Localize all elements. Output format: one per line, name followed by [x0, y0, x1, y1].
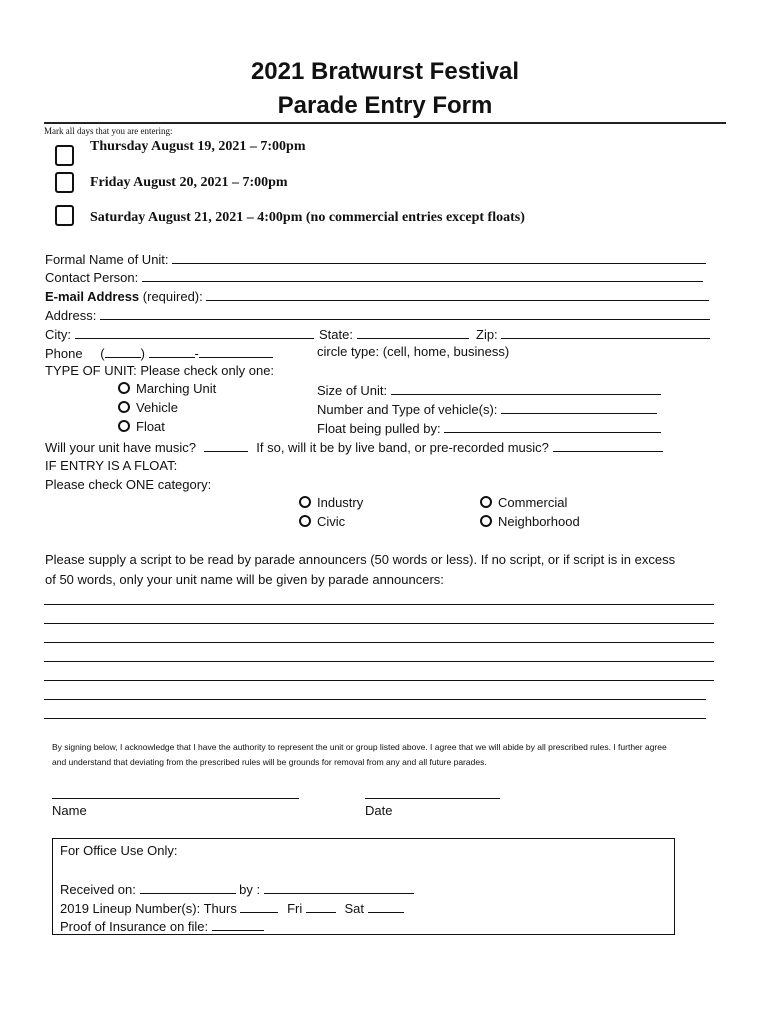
insurance-field[interactable]	[212, 917, 264, 931]
music-answer-field[interactable]	[204, 438, 248, 452]
received-row	[60, 880, 414, 897]
name-signature-line[interactable]	[52, 798, 299, 799]
form-title-line1: 2021 Bratwurst Festival	[250, 58, 520, 85]
script-line[interactable]	[44, 604, 714, 605]
lineup-thurs-label: Thurs	[203, 901, 237, 916]
float-option[interactable]	[118, 419, 165, 434]
float-heading: IF ENTRY IS A FLOAT:	[45, 458, 178, 473]
size-of-unit-row	[317, 381, 661, 398]
formal-name-row	[45, 250, 706, 267]
lineup-thurs-field[interactable]	[240, 899, 278, 913]
float-pulled-label: Float being pulled by:	[317, 421, 441, 436]
float-instruction: Please check ONE category:	[45, 477, 212, 492]
zip-field[interactable]	[501, 325, 710, 339]
state-field[interactable]	[357, 325, 469, 339]
name-label: Name	[52, 803, 87, 818]
acknowledgement-text: By signing below, I acknowledge that I have the authority to represent the unit or group listed above. I agree that we will abide by all prescribed rules. I further agree and understand that deviating from the prescribed rules will be grounds for removal from any and all future parades.	[52, 742, 667, 767]
email-field[interactable]	[206, 287, 709, 301]
received-on-label: Received on:	[60, 882, 136, 897]
music-row	[45, 438, 663, 455]
music-type-field[interactable]	[553, 438, 663, 452]
script-instructions-line2: of 50 words, only your unit name will be given by parade announcers:	[45, 572, 444, 587]
insurance-row	[60, 917, 264, 934]
industry-radio[interactable]	[299, 496, 311, 508]
state-label: State:	[319, 327, 353, 342]
music-question: Will your unit have music?	[45, 440, 196, 455]
vehicles-row	[317, 400, 657, 417]
form-title-line2: Parade Entry Form	[277, 92, 493, 119]
phone-number-field[interactable]	[199, 344, 273, 358]
vehicle-radio[interactable]	[118, 401, 130, 413]
received-on-field[interactable]	[140, 880, 236, 894]
phone-area-close: )	[140, 346, 145, 361]
vehicles-field[interactable]	[501, 400, 657, 414]
thursday-checkbox[interactable]	[55, 145, 74, 166]
email-row	[45, 287, 709, 304]
contact-person-label: Contact Person:	[45, 270, 139, 285]
date-signature-line[interactable]	[365, 798, 500, 799]
lineup-fri-label: Fri	[287, 901, 303, 916]
float-radio[interactable]	[118, 420, 130, 432]
float-pulled-row	[317, 419, 661, 436]
circle-type-note: circle type: (cell, home, business)	[317, 344, 510, 359]
size-of-unit-field[interactable]	[391, 381, 661, 395]
contact-person-row	[45, 268, 703, 285]
vehicles-label: Number and Type of vehicle(s):	[317, 402, 498, 417]
formal-name-field[interactable]	[172, 250, 706, 264]
commercial-option[interactable]	[480, 495, 567, 510]
contact-person-field[interactable]	[142, 268, 703, 282]
neighborhood-option[interactable]	[480, 514, 580, 529]
marching-unit-radio[interactable]	[118, 382, 130, 394]
lineup-label: 2019 Lineup Number(s):	[60, 901, 201, 916]
script-line[interactable]	[44, 699, 706, 700]
header-rule	[44, 122, 726, 124]
float-label: Float	[136, 419, 165, 434]
date-label: Date	[365, 803, 393, 818]
formal-name-label: Formal Name of Unit:	[45, 252, 169, 267]
commercial-radio[interactable]	[480, 496, 492, 508]
vehicle-label: Vehicle	[136, 400, 178, 415]
civic-radio[interactable]	[299, 515, 311, 527]
address-row	[45, 306, 710, 323]
civic-option[interactable]	[299, 514, 345, 529]
script-line[interactable]	[44, 661, 714, 662]
script-line[interactable]	[44, 718, 706, 719]
industry-option[interactable]	[299, 495, 363, 510]
phone-dash: -	[194, 346, 199, 361]
lineup-fri-field[interactable]	[306, 899, 336, 913]
saturday-checkbox[interactable]	[55, 205, 74, 226]
day-saturday-label: Saturday August 21, 2021 – 4:00pm (no commercial entries except floats)	[90, 210, 525, 225]
marching-unit-option[interactable]	[118, 381, 216, 396]
mark-days-note: Mark all days that you are entering:	[44, 126, 173, 136]
phone-label: Phone	[45, 346, 83, 361]
day-thursday-label: Thursday August 19, 2021 – 7:00pm	[90, 139, 306, 154]
city-label: City:	[45, 327, 71, 342]
city-field[interactable]	[75, 325, 314, 339]
script-line[interactable]	[44, 680, 714, 681]
address-label: Address:	[45, 308, 97, 323]
script-line[interactable]	[44, 642, 714, 643]
music-followup: If so, will it be by live band, or pre-recorded music?	[256, 440, 549, 455]
received-by-label: by :	[239, 882, 261, 897]
lineup-sat-field[interactable]	[368, 899, 404, 913]
unit-type-heading: TYPE OF UNIT: Please check only one:	[45, 363, 275, 378]
email-label: E-mail Address	[45, 289, 140, 304]
state-row	[319, 325, 469, 342]
zip-row	[476, 325, 710, 342]
address-field[interactable]	[100, 306, 710, 320]
commercial-label: Commercial	[498, 495, 568, 510]
neighborhood-radio[interactable]	[480, 515, 492, 527]
phone-area-open: (	[100, 346, 105, 361]
received-by-field[interactable]	[264, 880, 414, 894]
script-line[interactable]	[44, 623, 714, 624]
email-required-note: (required):	[139, 289, 203, 304]
civic-label: Civic	[317, 514, 346, 529]
vehicle-option[interactable]	[118, 400, 178, 415]
marching-unit-label: Marching Unit	[136, 381, 217, 396]
script-instructions-line1: Please supply a script to be read by parade announcers (50 words or less). If no script, or if script is in excess	[45, 552, 676, 567]
zip-label: Zip:	[476, 327, 498, 342]
lineup-sat-label: Sat	[344, 901, 365, 916]
insurance-label: Proof of Insurance on file:	[60, 919, 209, 934]
size-of-unit-label: Size of Unit:	[317, 383, 388, 398]
friday-checkbox[interactable]	[55, 172, 74, 193]
neighborhood-label: Neighborhood	[498, 514, 580, 529]
phone-prefix-field[interactable]	[149, 344, 195, 358]
industry-label: Industry	[317, 495, 364, 510]
phone-row	[45, 344, 273, 361]
phone-area-field[interactable]	[105, 344, 141, 358]
lineup-row	[60, 899, 404, 916]
day-friday-label: Friday August 20, 2021 – 7:00pm	[90, 175, 288, 190]
office-heading: For Office Use Only:	[60, 843, 178, 858]
city-row	[45, 325, 314, 342]
float-pulled-field[interactable]	[444, 419, 661, 433]
